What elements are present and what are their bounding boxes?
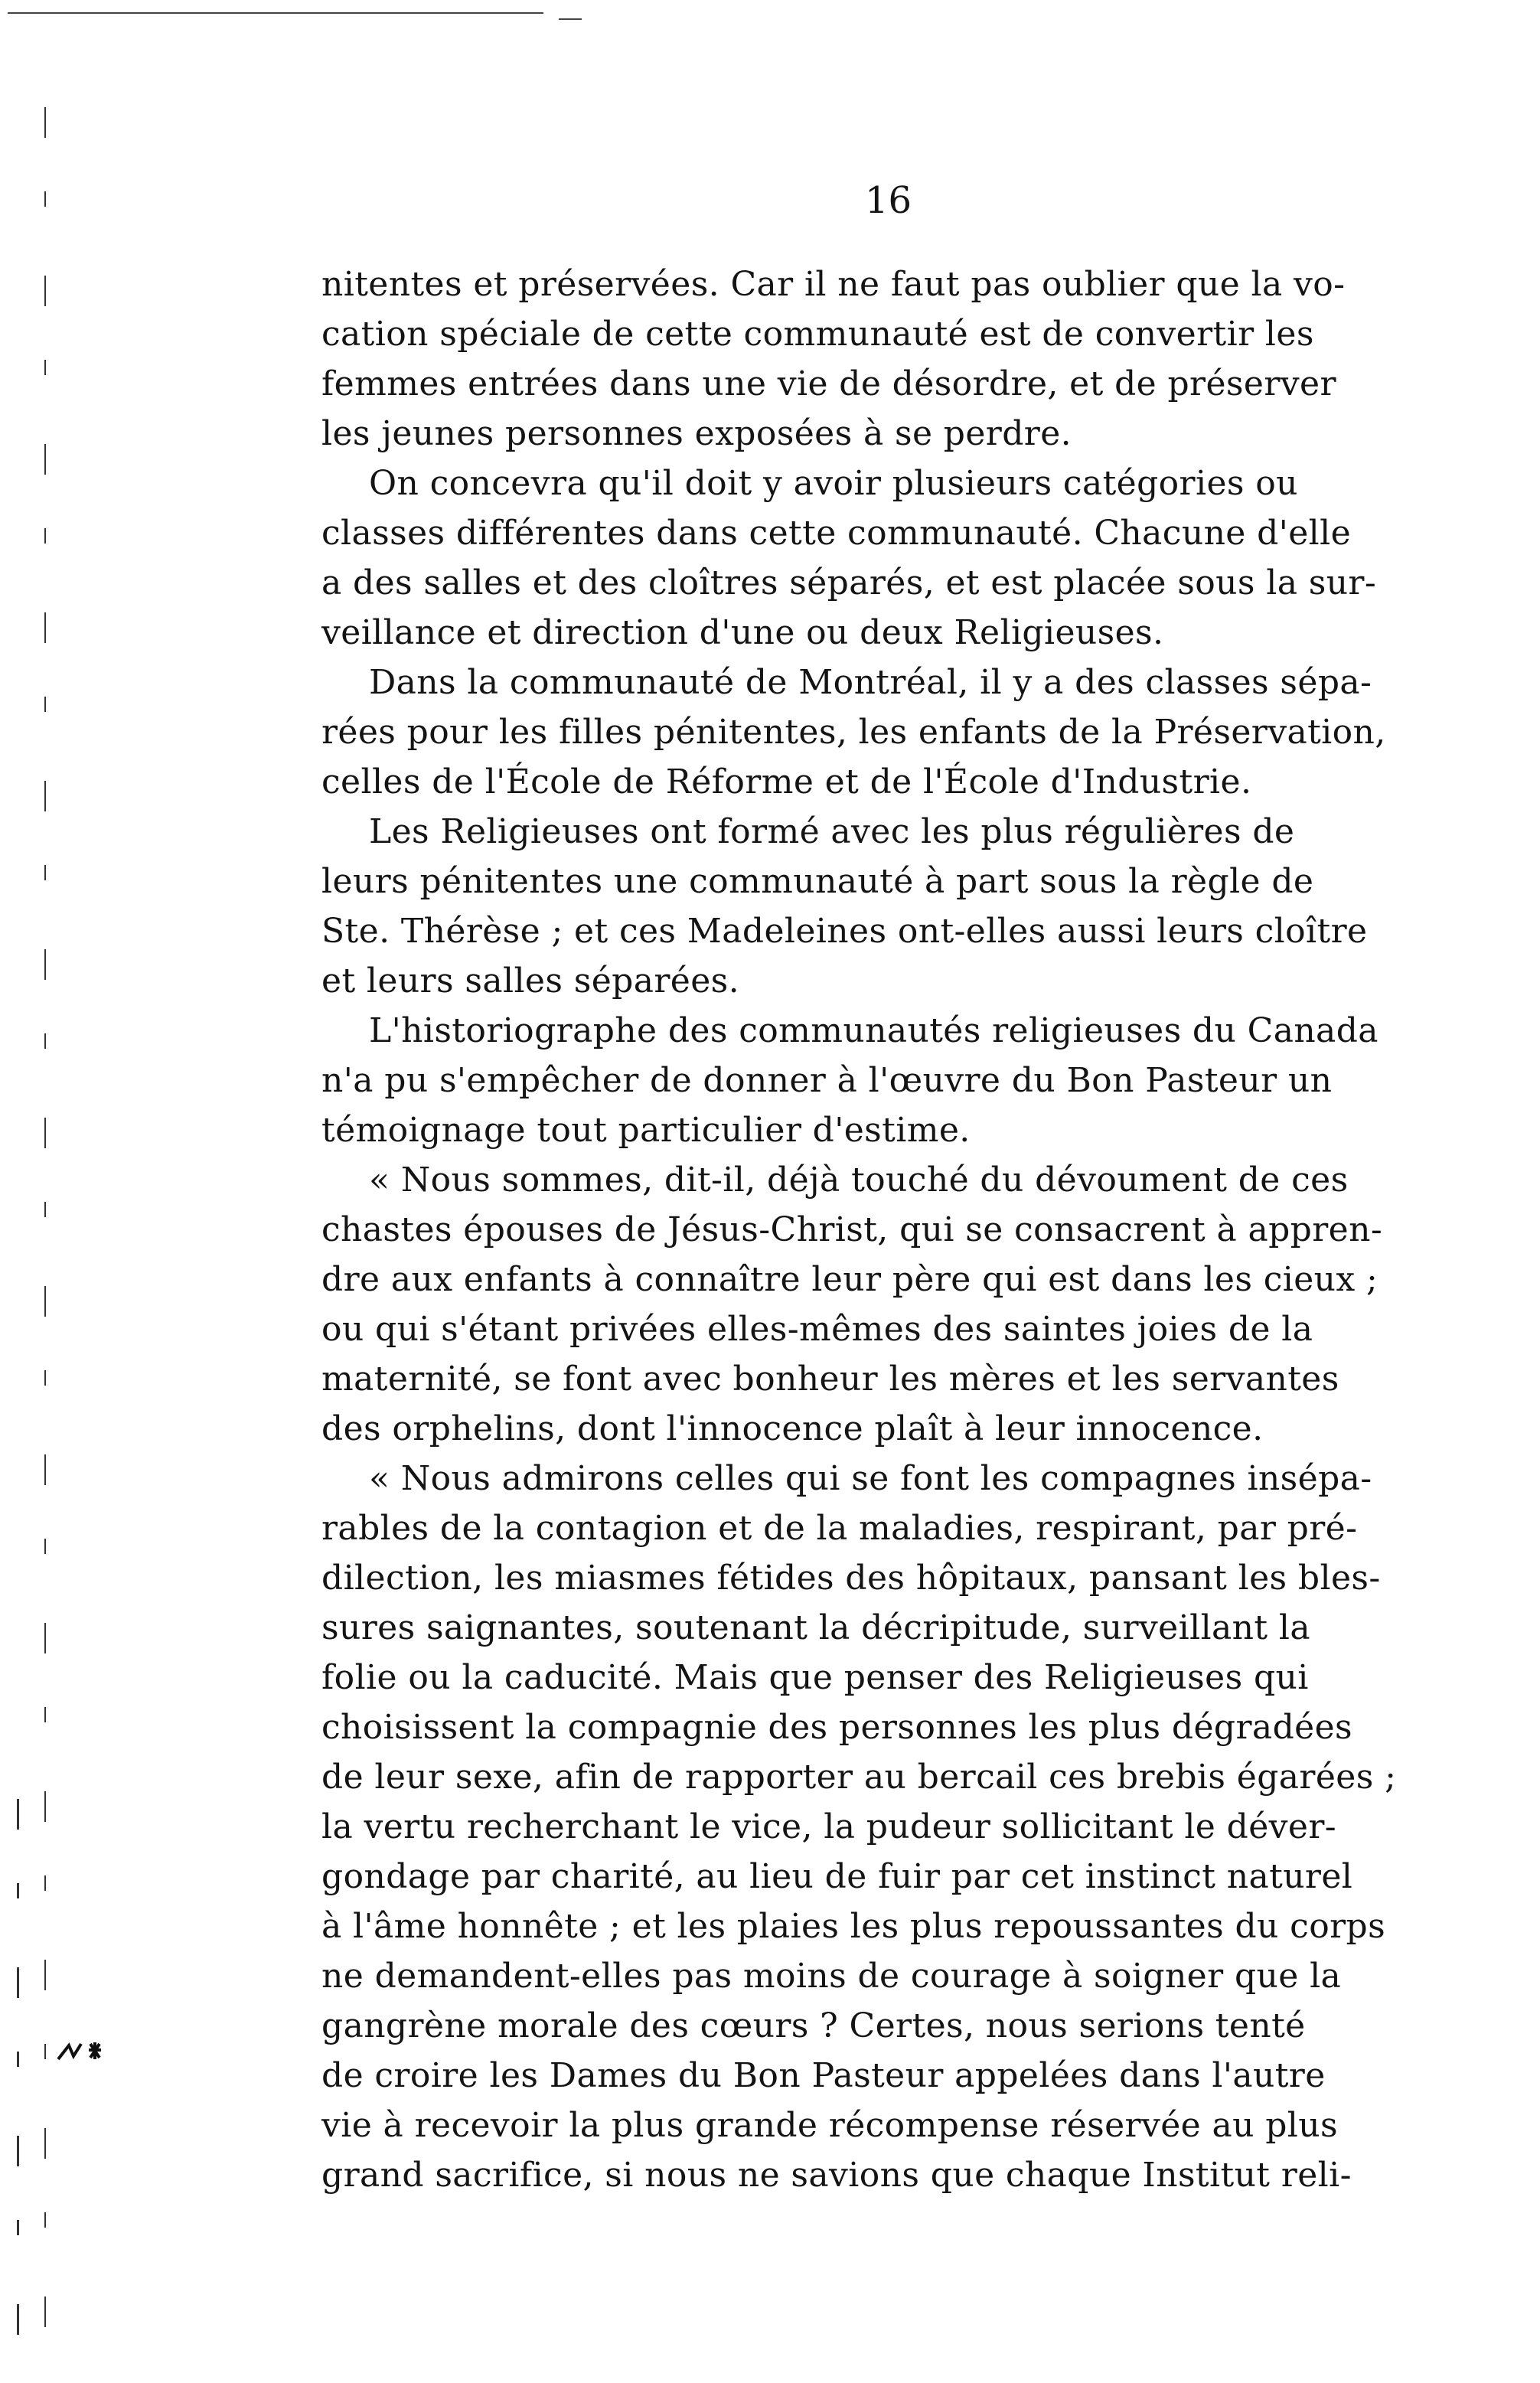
text-line: gangrène morale des cœurs ? Certes, nous serions tenté xyxy=(321,2006,1306,2045)
text-line: dilection, les miasmes fétides des hôpitaux, pansant les bles- xyxy=(321,1559,1381,1598)
text-line: des orphelins, dont l'innocence plaît à leur innocence. xyxy=(321,1409,1264,1448)
text-line: choisissent la compagnie des personnes les plus dégradées xyxy=(321,1708,1352,1747)
text-line: On concevra qu'il doit y avoir plusieurs catégories ou xyxy=(369,464,1298,503)
text-line: folie ou la caducité. Mais que penser des Religieuses qui xyxy=(321,1658,1309,1697)
text-line: femmes entrées dans une vie de désordre, et de préserver xyxy=(321,364,1336,403)
text-line: gondage par charité, au lieu de fuir par cet instinct naturel xyxy=(321,1857,1353,1896)
scan-left-edge-lower xyxy=(17,1799,19,2335)
text-line: celles de l'École de Réforme et de l'École d'Industrie. xyxy=(321,762,1252,801)
text-line: la vertu recherchant le vice, la pudeur sollicitant le déver- xyxy=(321,1807,1337,1846)
text-line: grand sacrifice, si nous ne savions que chaque Institut reli- xyxy=(321,2156,1352,2195)
text-line: leurs pénitentes une communauté à part sous la règle de xyxy=(321,862,1314,901)
margin-ink-mark xyxy=(55,2036,116,2074)
text-line: n'a pu s'empêcher de donner à l'œuvre du Bon Pasteur un xyxy=(321,1061,1333,1100)
text-line: ne demandent-elles pas moins de courage à soigner que la xyxy=(321,1957,1342,1996)
scan-left-edge xyxy=(44,107,46,2327)
text-line: chastes épouses de Jésus-Christ, qui se consacrent à appren- xyxy=(321,1210,1383,1249)
text-line: nitentes et préservées. Car il ne faut pas oublier que la vo- xyxy=(321,265,1346,304)
text-line: et leurs salles séparées. xyxy=(321,961,740,1001)
text-line: classes différentes dans cette communauté. Chacune d'elle xyxy=(321,514,1352,553)
text-line: les jeunes personnes exposées à se perdre. xyxy=(321,414,1072,453)
scan-top-rule xyxy=(8,12,543,14)
text-line: Ste. Thérèse ; et ces Madeleines ont-elles aussi leurs cloître xyxy=(321,912,1368,951)
text-line: Les Religieuses ont formé avec les plus régulières de xyxy=(369,812,1295,851)
text-line: ou qui s'étant privées elles-mêmes des saintes joies de la xyxy=(321,1310,1313,1349)
page-number: 16 xyxy=(865,179,912,222)
text-line: L'historiographe des communautés religieuses du Canada xyxy=(369,1011,1378,1050)
text-line: a des salles et des cloîtres séparés, et est placée sous la sur- xyxy=(321,563,1377,602)
text-line: veillance et direction d'une ou deux Religieuses. xyxy=(321,613,1164,652)
text-line: cation spéciale de cette communauté est de convertir les xyxy=(321,315,1314,354)
text-line: rées pour les filles pénitentes, les enfants de la Préservation, xyxy=(321,713,1386,752)
text-line: à l'âme honnête ; et les plaies les plus repoussantes du corps xyxy=(321,1907,1386,1946)
text-line: vie à recevoir la plus grande récompense réservée au plus xyxy=(321,2106,1338,2145)
text-line: témoignage tout particulier d'estime. xyxy=(321,1111,971,1150)
text-line: sures saignantes, soutenant la décripitude, surveillant la xyxy=(321,1608,1310,1647)
ink-blot-icon xyxy=(55,2036,116,2067)
text-line: « Nous sommes, dit-il, déjà touché du dévoument de ces xyxy=(369,1160,1349,1200)
text-line: maternité, se font avec bonheur les mères et les servantes xyxy=(321,1360,1339,1399)
text-line: de leur sexe, afin de rapporter au bercail ces brebis égarées ; xyxy=(321,1758,1397,1797)
text-line: de croire les Dames du Bon Pasteur appelées dans l'autre xyxy=(321,2056,1326,2095)
text-line: « Nous admirons celles qui se font les compagnes insépa- xyxy=(369,1459,1372,1498)
text-line: dre aux enfants à connaître leur père qui est dans les cieux ; xyxy=(321,1260,1378,1299)
text-line: Dans la communauté de Montréal, il y a des classes sépa- xyxy=(369,663,1372,702)
text-line: rables de la contagion et de la maladies, respirant, par pré- xyxy=(321,1509,1358,1548)
scan-top-rule-mark xyxy=(559,18,582,20)
